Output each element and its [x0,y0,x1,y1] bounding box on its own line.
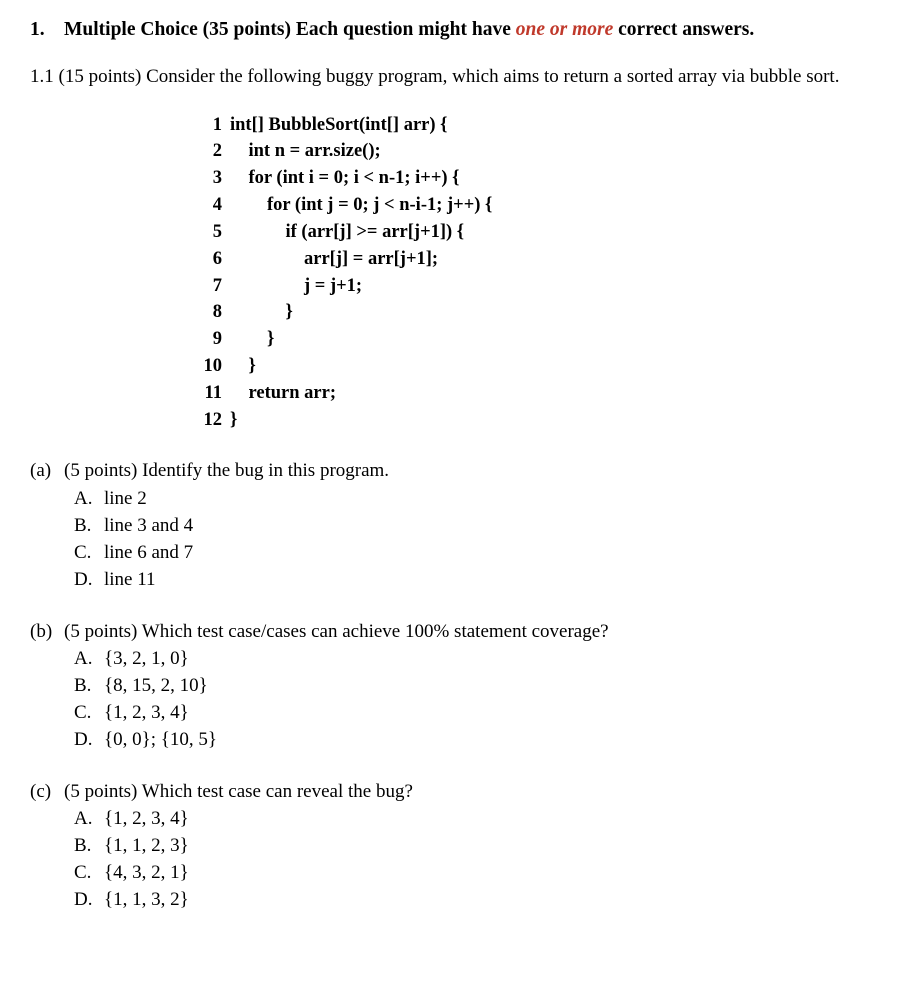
option-text: {0, 0}; {10, 5} [104,728,218,750]
option-item[interactable] [74,646,877,673]
option-item[interactable] [74,860,877,887]
code-line-text: } [230,355,256,376]
problem-title-after: correct answers. [613,19,755,40]
code-line-text: j = j+1; [230,275,363,296]
part-c-heading [30,780,877,804]
option-item[interactable] [74,887,877,914]
part-a-heading [30,459,877,483]
option-text: {3, 2, 1, 0} [104,647,189,669]
option-item[interactable] [74,673,877,700]
code-line-text: } [230,409,238,430]
part-c-letter: (c) [30,780,52,802]
code-line [190,246,877,273]
code-line-text: int[] BubbleSort(int[] arr) { [230,114,448,135]
code-line-text: } [230,329,275,350]
option-letter: B. [74,514,92,536]
code-line-text: for (int j = 0; j < n-i-1; j++) { [230,195,493,216]
code-line [190,380,877,407]
option-item[interactable] [74,727,877,754]
problem-title-emphasis: one or more [515,19,614,40]
code-line-text: arr[j] = arr[j+1]; [230,248,439,269]
code-line [190,273,877,300]
code-line-number: 3 [212,168,222,189]
code-line-text: if (arr[j] >= arr[j+1]) { [230,221,465,242]
code-line-text: for (int i = 0; i < n-1; i++) { [230,168,460,189]
option-letter: A. [74,487,93,509]
problem-number: 1. [30,19,45,40]
code-line-text: return arr; [230,382,336,403]
option-letter: A. [74,647,93,669]
part-b-text: (5 points) Which test case/cases can achieve 100% statement coverage? [64,620,609,642]
part-b [30,620,877,754]
code-line [190,326,877,353]
subquestion-intro: 1.1 (15 points) Consider the following buggy program, which aims to return a sorted array via bubble sort. [30,65,840,87]
code-line-text: } [230,302,293,323]
option-letter: B. [74,674,92,696]
code-line [190,138,877,165]
part-a-options [74,486,877,594]
option-letter: C. [74,701,92,723]
option-letter: B. [74,835,92,857]
code-line [190,299,877,326]
code-line [190,407,877,434]
code-line-text: int n = arr.size(); [230,141,381,162]
code-line-number: 10 [203,355,222,376]
part-b-letter: (b) [30,620,53,642]
code-line-number: 8 [212,302,222,323]
option-item[interactable] [74,567,877,594]
option-text: {4, 3, 2, 1} [104,862,189,884]
code-line [190,219,877,246]
option-text: {1, 2, 3, 4} [104,701,189,723]
option-text: {1, 2, 3, 4} [104,808,189,830]
code-line-number: 1 [212,114,222,135]
part-c [30,780,877,914]
part-c-text: (5 points) Which test case can reveal the bug? [64,780,413,802]
option-letter: D. [74,888,93,910]
code-line-number: 4 [212,195,222,216]
option-text: line 6 and 7 [104,541,194,563]
code-line-number: 2 [212,141,222,162]
code-listing [190,112,877,434]
option-letter: D. [74,568,93,590]
option-item[interactable] [74,486,877,513]
part-b-options [74,646,877,754]
problem-title [64,18,754,43]
option-text: {8, 15, 2, 10} [104,674,208,696]
option-item[interactable] [74,833,877,860]
option-text: {1, 1, 3, 2} [104,888,189,910]
code-line-number: 11 [204,382,222,403]
option-item[interactable] [74,806,877,833]
code-line-number: 5 [212,221,222,242]
option-letter: C. [74,541,92,563]
part-a [30,459,877,593]
option-text: line 11 [104,568,156,590]
option-item[interactable] [74,513,877,540]
option-text: {1, 1, 2, 3} [104,835,189,857]
option-letter: A. [74,808,93,830]
option-item[interactable] [74,540,877,567]
code-line-number: 12 [203,409,222,430]
code-line [190,192,877,219]
part-a-text: (5 points) Identify the bug in this program. [64,460,390,482]
option-letter: C. [74,862,92,884]
option-letter: D. [74,728,93,750]
code-line [190,353,877,380]
problem-title-before: Multiple Choice (35 points) Each question might have [64,19,516,40]
code-line-number: 9 [212,329,222,350]
part-a-letter: (a) [30,460,52,482]
part-b-heading [30,620,877,644]
code-line [190,112,877,139]
option-item[interactable] [74,700,877,727]
code-line-number: 6 [212,248,222,269]
option-text: line 3 and 4 [104,514,194,536]
problem-heading [30,18,877,43]
code-line [190,165,877,192]
code-line-number: 7 [212,275,222,296]
part-c-options [74,806,877,914]
option-text: line 2 [104,487,147,509]
